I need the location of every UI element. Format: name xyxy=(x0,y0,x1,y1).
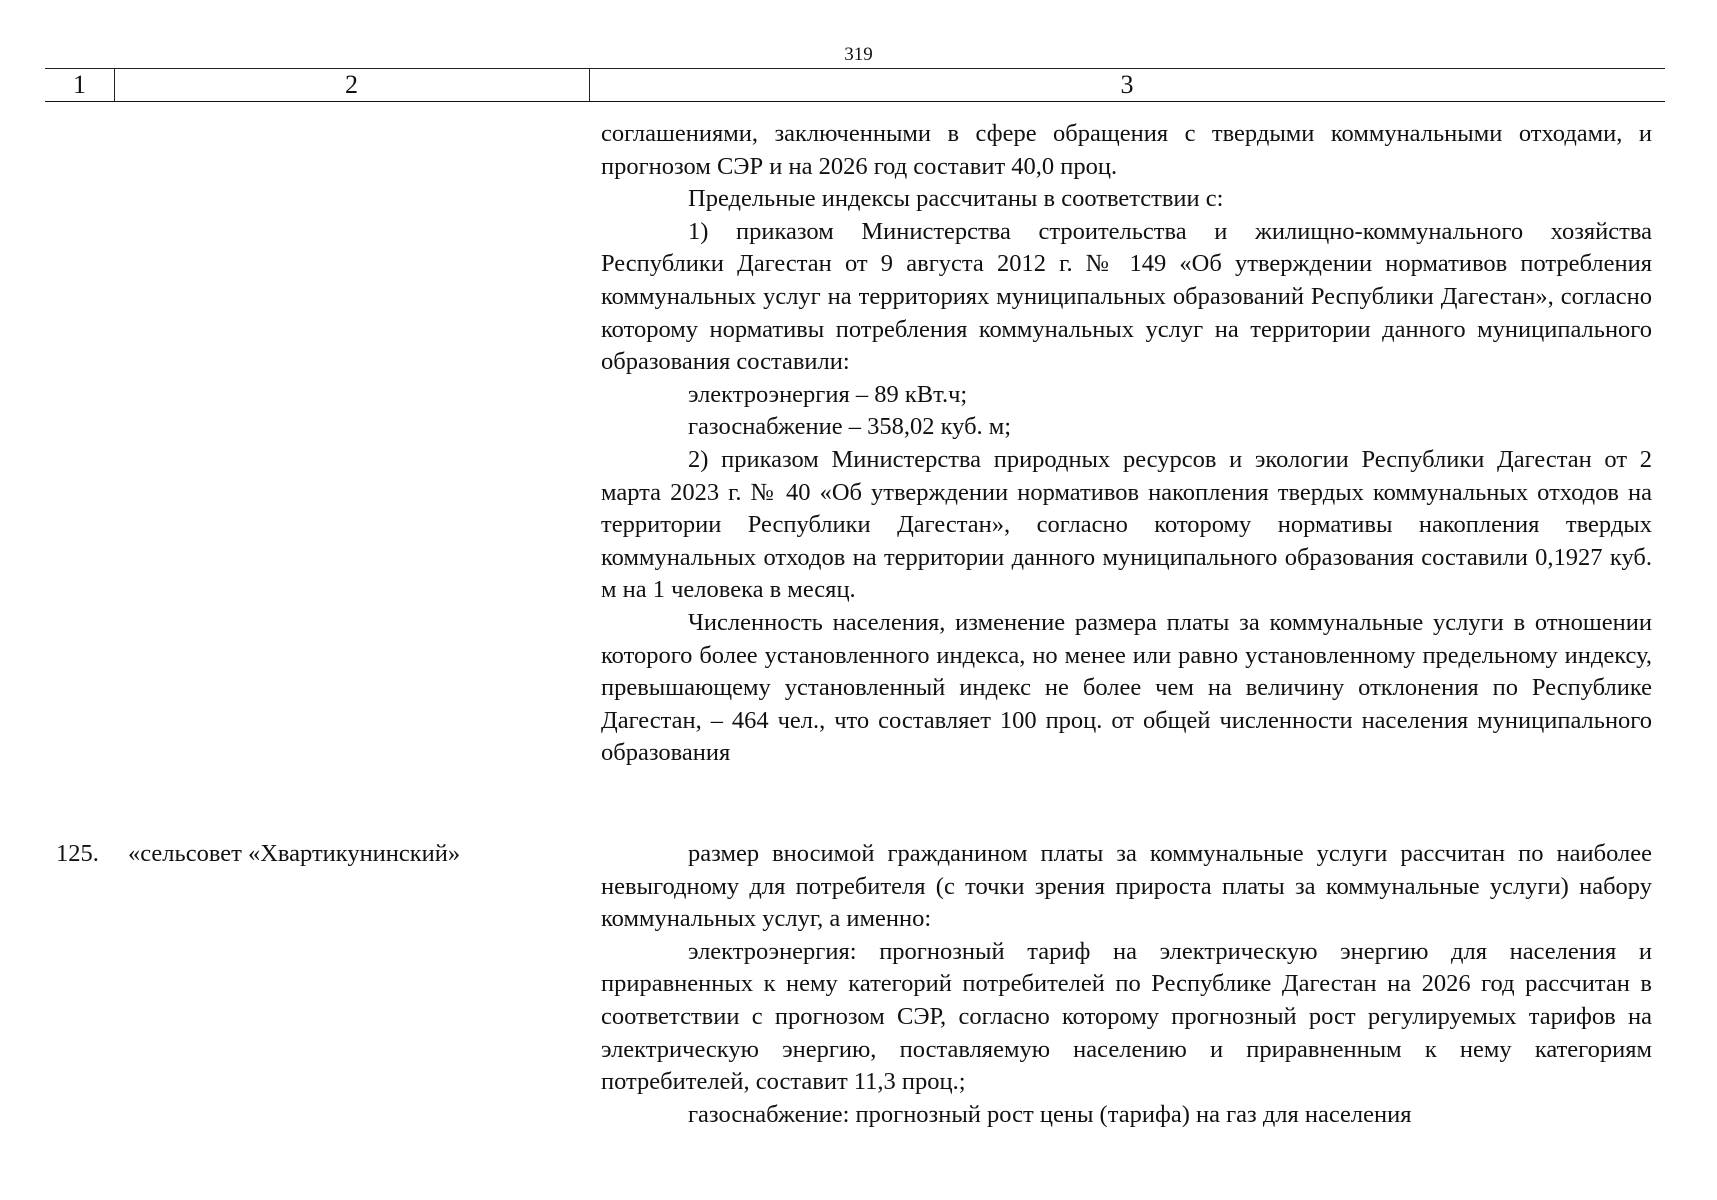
paragraph: размер вносимой гражданином платы за коммунальные услуги рассчитан по наиболее невыгодному для потребителя (с точки зрения прироста платы за коммунальные услуги) набору коммунальных услуг, а именно: xyxy=(601,840,1652,933)
paragraph: электроэнергия: прогнозный тариф на электрическую энергию для населения и приравненных к нему категорий потребителей по Республике Дагестан на 2026 год рассчитан в соответствии с прогнозом СЭР, согласно которому прогнозный рост регулируемых тарифов на электрическую энергию, поставляемую населению и приравненным к нему категориям потребителей, составит 11,3 проц.; xyxy=(601,937,1652,1096)
paragraph: Предельные индексы рассчитаны в соответствии с: xyxy=(688,185,1224,213)
paragraph: газоснабжение: прогнозный рост цены (тарифа) на газ для населения xyxy=(688,1100,1412,1128)
row-number: 125. xyxy=(56,840,99,867)
paragraph: Численность населения, изменение размера платы за коммунальные услуги в отношении которого более установленного индекса, но менее или равно установленному предельному индексу, превышающему установленный индекс не более чем на величину отклонения по Республике Дагестан, – 464 чел., что составляет 100 проц. от общей численности населения муниципального образования xyxy=(601,608,1652,767)
column-header-3: 3 xyxy=(1120,70,1134,99)
row-125-description xyxy=(601,838,1652,1131)
paragraph: электроэнергия – 89 кВт.ч; xyxy=(688,380,968,408)
column-header-1: 1 xyxy=(73,70,86,99)
municipality-name: «сельсовет «Хвартикунинский» xyxy=(128,840,461,867)
page-number: 319 xyxy=(844,44,873,65)
paragraph: соглашениями, заключенными в сфере обращения с твердыми коммунальными отходами, и прогнозом СЭР и на 2026 год составит 40,0 проц. xyxy=(601,120,1652,180)
table-header-bottom-rule xyxy=(45,101,1665,102)
paragraph: газоснабжение – 358,02 куб. м; xyxy=(688,413,1012,441)
paragraph: 1) приказом Министерства строительства и жилищно-коммунального хозяйства Республики Дагестан от 9 августа 2012 г. № 149 «Об утверждении нормативов потребления коммунальных услуг на территориях муниципальных образований Республики Дагестан», согласно которому нормативы потребления коммунальных услуг на территории данного муниципального образования составили: xyxy=(601,217,1652,376)
previous-row-description xyxy=(601,118,1652,770)
column-header-2: 2 xyxy=(345,70,358,99)
table-header-top-rule xyxy=(45,68,1665,69)
paragraph: 2) приказом Министерства природных ресурсов и экологии Республики Дагестан от 2 марта 2023 г. № 40 «Об утверждении нормативов накопления твердых коммунальных отходов на территории Республики Дагестан», согласно которому нормативы накопления твердых коммунальных отходов на территории данного муниципального образования составили 0,1927 куб. м на 1 человека в месяц. xyxy=(601,445,1652,604)
